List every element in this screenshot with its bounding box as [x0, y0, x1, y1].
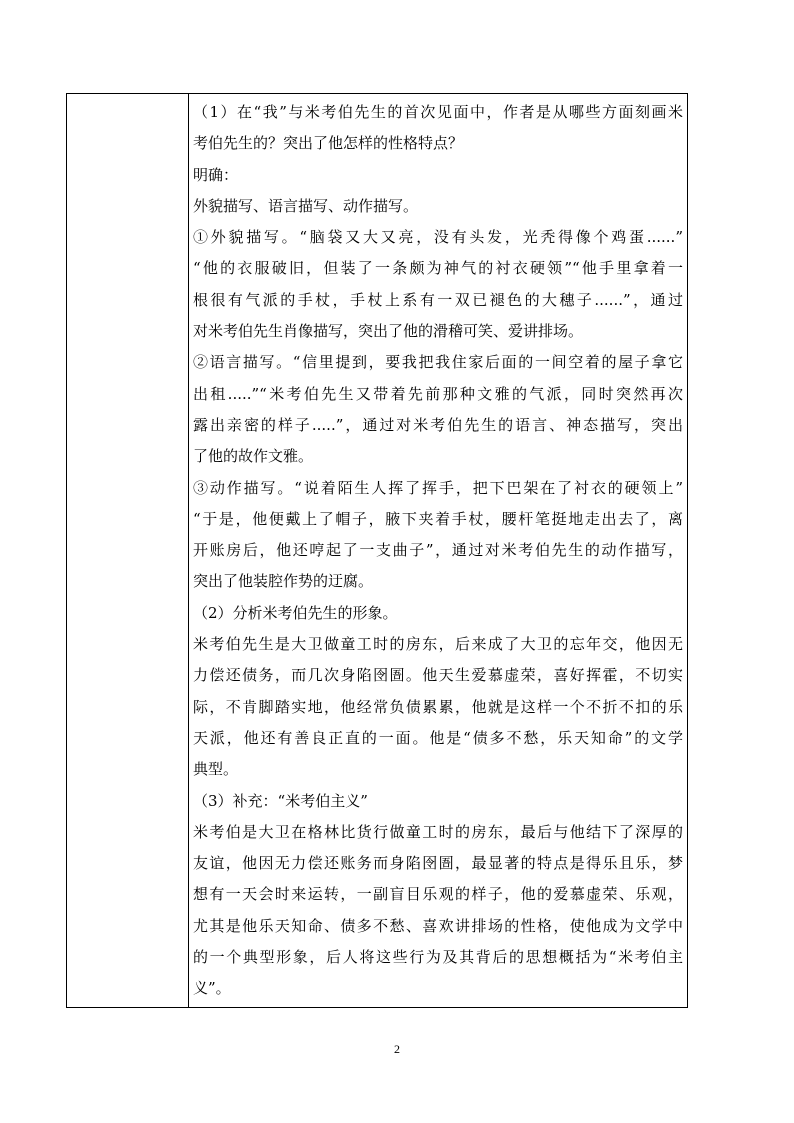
table-right-column [189, 94, 687, 1007]
text-line: 的一个典型形象，后人将这些行为及其背后的思想概括为“米考伯主 [193, 948, 683, 967]
text-line: 考伯先生的？突出了他怎样的性格特点？ [193, 134, 464, 153]
text-line: 米考伯是大卫在格林比货行做童工时的房东，最后与他结下了深厚的 [193, 822, 683, 841]
text-line: （1）在“我”与米考伯先生的首次见面中，作者是从哪些方面刻画米 [193, 103, 683, 121]
text-line: 出租.....”“米考伯先生又带着先前那种文雅的气派，同时突然再次 [193, 384, 683, 403]
table-left-column [67, 94, 189, 1007]
text-line: “于是，他便戴上了帽子，腋下夹着手杖，腰杆笔挺地走出去了，离 [193, 509, 683, 528]
text-line: （2）分析米考伯先生的形象。 [193, 603, 398, 622]
text-line: “他的衣服破旧，但装了一条颇为神气的衬衣硬领”“他手里拿着一 [193, 259, 683, 278]
text-line: 尤其是他乐天知命、债多不愁、喜欢讲排场的性格，使他成为文学中 [193, 916, 683, 935]
page-number: 2 [394, 1042, 400, 1056]
text-line: 突出了他装腔作势的迂腐。 [193, 572, 374, 591]
text-line: 义”。 [193, 979, 231, 998]
text-line: 友谊，他因无力偿还账务而身陷囹圄，最显著的特点是得乐且乐，梦 [193, 854, 683, 873]
text-line: ①外貌描写。“脑袋又大又亮，没有头发，光秃得像个鸡蛋......” [193, 228, 683, 247]
text-line: 典型。 [193, 760, 239, 779]
text-line: ③动作描写。“说着陌生人挥了挥手，把下巴架在了衬衣的硬领上” [193, 478, 683, 497]
text-line: （3）补充：“米考伯主义” [193, 791, 368, 810]
text-line: 露出亲密的样子.....”，通过对米考伯先生的语言、神态描写，突出 [193, 415, 683, 434]
text-line: 想有一天会时来运转，一副盲目乐观的样子，他的爱慕虚荣、乐观， [193, 885, 683, 904]
text-line: 力偿还债务，而几次身陷囹圄。他天生爱慕虚荣，喜好挥霍，不切实 [193, 666, 683, 685]
text-line: 米考伯先生是大卫做童工时的房东，后来成了大卫的忘年交，他因无 [193, 635, 683, 654]
content-table [66, 93, 688, 1008]
text-line: 了他的故作文雅。 [193, 447, 314, 466]
text-line: 天派，他还有善良正直的一面。他是“债多不愁，乐天知命”的文学 [193, 728, 683, 747]
text-line: 际，不肯脚踏实地，他经常负债累累，他就是这样一个不折不扣的乐 [193, 697, 683, 716]
text-line: 开账房后，他还哼起了一支曲子”，通过对米考伯先生的动作描写， [193, 541, 683, 560]
text-line: 根很有气派的手杖，手杖上系有一双已褪色的大穗子......”，通过 [193, 290, 683, 309]
text-line: 外貌描写、语言描写、动作描写。 [193, 196, 419, 215]
text-line: 明确： [193, 165, 239, 184]
text-line: 对米考伯先生肖像描写，突出了他的滑稽可笑、爱讲排场。 [193, 322, 584, 341]
text-line: ②语言描写。“信里提到，要我把我住家后面的一间空着的屋子拿它 [193, 353, 683, 372]
